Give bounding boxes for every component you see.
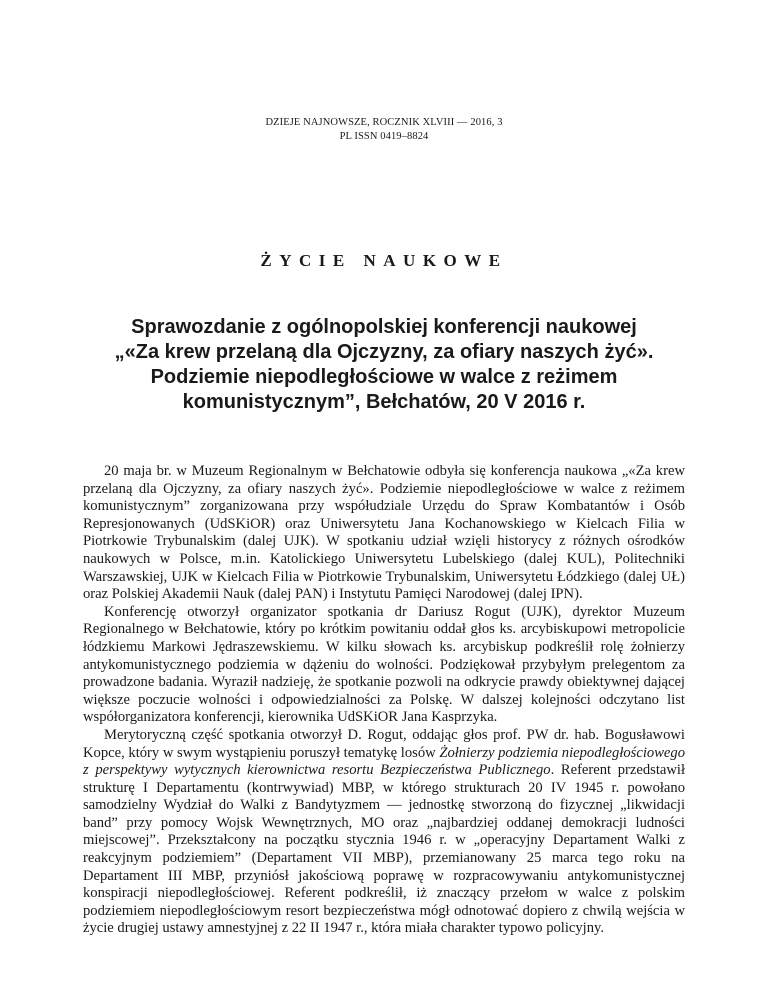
section-title: ŻYCIE NAUKOWE (260, 251, 508, 270)
article-title (80, 315, 688, 415)
paragraph-text: . Referent przedstawił strukturę I Departamentu (kontrwywiad) MBP, w którego strukturach 20 IV 1945 r. powołano samodzielny Wydział do Walki z Bandytyzmem — jednostkę stworzoną do fizycznej „likwidacji band” przy pomocy Wojsk Wewnętrznych, MO oraz „najbardziej oddanej demokracji ludności miejscowej”. Przekształcony na początku stycznia 1946 r. w „operacyjny Departament Walki z reakcyjnym podziemiem” (Departament VII MBP), przemianowany 25 marca tego roku na Departament III MBP, przyniósł jakościową poprawę w rozpracowywaniu antykomunistycznej konspiracji niepodległościowej. Referent podkreślił, iż znaczący przełom w walce z polskim podziemiem niepodległościowym resort bezpieczeństwa mógł odnotować dopiero z chwilą wejścia w życie drugiej ustawy amnestyjnej z 22 II 1947 r., która miała charakter typowo policyjny. (83, 762, 685, 937)
paragraph-text: Merytoryczną część spotkania otworzył D. Rogut, oddając głos prof. PW dr. hab. Bogusławowi Kopce, który w swym wystąpieniu poruszył tematykę losów (83, 726, 685, 761)
article-title-line: Podziemie niepodległościowe w walce z reżimem (150, 366, 618, 388)
body-paragraph-3 (83, 727, 685, 938)
article-body (83, 463, 685, 938)
issn-line: PL ISSN 0419–8824 (339, 131, 429, 142)
article-title-line: komunistycznym”, Bełchatów, 20 V 2016 r. (182, 391, 586, 413)
italic-lecture-title: Żołnierzy podziemia niepodległościowego z perspektywy wytycznych kierownictwa resortu Bezpieczeństwa Publicznego (83, 744, 685, 779)
body-paragraph-2: Konferencję otworzył organizator spotkania dr Dariusz Rogut (UJK), dyrektor Muzeum Regionalnego w Bełchatowie, który po krótkim powitaniu oddał głos ks. arcybiskupowi metropolicie łódzkiemu Markowi Jędraszewskiemu. W kilku słowach ks. arcybiskup podkreślił rolę żołnierzy antykomunistycznego podziemia w dążeniu do wolności. Podziękował przybyłym prelegentom za prowadzone badania. Wyraził nadzieję, że spotkanie pozwoli na odkrycie prawdy obiektywnej dającej większe poczucie wolności i odpowiedzialności za Polskę. W dalszej kolejności odczytano list współorganizatora konferencji, kierownika UdSKiOR Jana Kasprzyka. (83, 603, 685, 726)
article-title-line: „«Za krew przelaną dla Ojczyzny, za ofiary naszych żyć». (114, 341, 654, 363)
article-title-line: Sprawozdanie z ogólnopolskiej konferencji naukowej (131, 316, 637, 338)
body-paragraph-1: 20 maja br. w Muzeum Regionalnym w Bełchatowie odbyła się konferencja naukowa „«Za krew przelaną dla Ojczyzny, za ofiary naszych żyć». Podziemie niepodległościowe w walce z reżimem komunistycznym” zorganizowana przy współudziale Urzędu do Spraw Kombatantów i Osób Represjonowanych (UdSKiOR) oraz Uniwersytetu Jana Kochanowskiego w Kielcach Filia w Piotrkowie Trybunalskim (dalej UJK). W spotkaniu udział wzięli historycy z różnych ośrodków naukowych w Polsce, m.in. Katolickiego Uniwersytetu Lubelskiego (dalej KUL), Politechniki Warszawskiej, UJK w Kielcach Filia w Piotrkowie Trybunalskim, Uniwersytetu Łódzkiego (dalej UŁ) oraz Polskiej Akademii Nauk (dalej PAN) i Instytutu Pamięci Narodowej (dalej IPN). (83, 463, 685, 603)
journal-issue-line: DZIEJE NAJNOWSZE, ROCZNIK XLVIII — 2016, 3 (265, 117, 503, 128)
journal-header (0, 116, 768, 144)
